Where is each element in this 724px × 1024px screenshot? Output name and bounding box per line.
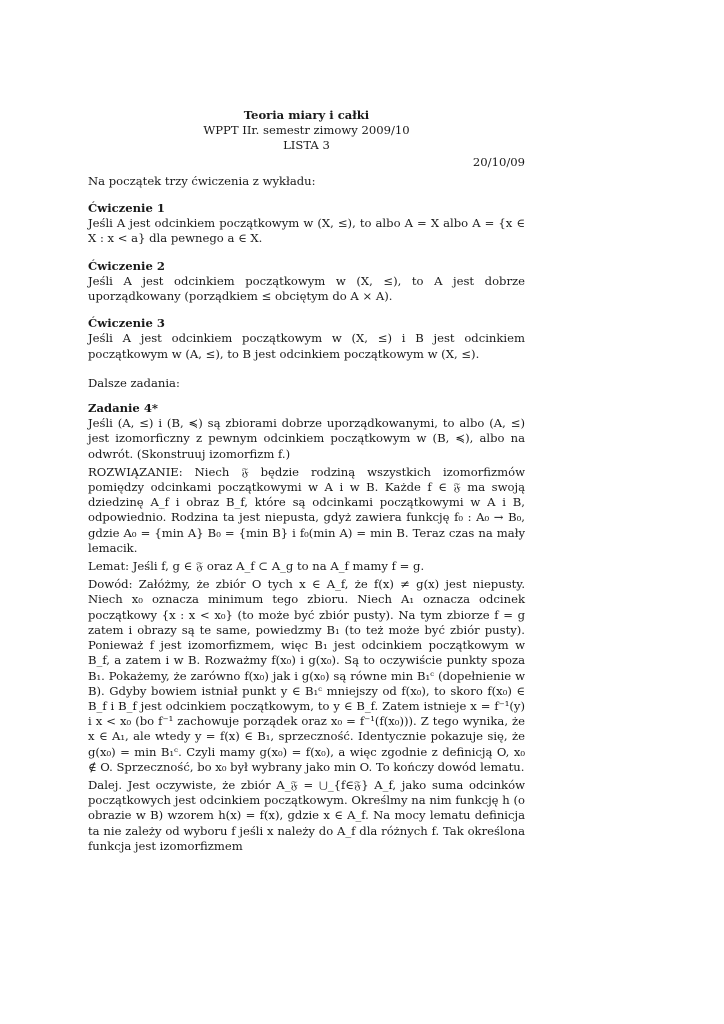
exercise-1 <box>88 201 525 247</box>
task-title: Zadanie 4* <box>88 401 158 416</box>
further-tasks-label: Dalsze zadania: <box>88 375 180 390</box>
exercise-text: Jeśli A jest odcinkiem początkowym w (X, ≤) i B jest odcinkiem początkowym w (A, ≤), to B jest odcinkiem początkowym w (X, ≤). <box>88 331 525 361</box>
exercise-title: Ćwiczenie 2 <box>88 258 165 273</box>
document-date: 20/10/09 <box>472 154 525 169</box>
document-title: Teoria miary i całki <box>243 108 370 122</box>
exercise-title: Ćwiczenie 3 <box>88 316 165 331</box>
exercise-title: Ćwiczenie 1 <box>88 201 165 216</box>
proof-paragraph: Dowód: Załóżmy, że zbiór O tych x ∈ A_f, że f(x) ≠ g(x) jest niepusty. Niech x₀ oznacza minimum tego zbioru. Niech A₁ oznacza odcinek początkowy {x : x < x₀} (to może być zbiór pusty). Na tym zbiorze f = g zatem i obrazy są te same, powiedzmy B₁ (to też może być zbiór pusty). Ponieważ f jest izomorfizmem, więc B₁ jest odcinkiem początkowym w B_f, a zatem i w B. Rozważmy f(x₀) i g(x₀). Są to oczywiście punkty spoza B₁. Pokażemy, że zarówno f(x₀) jak i g(x₀) są równe min B₁ᶜ (dopełnienie w B). Gdyby bowiem istniał punkt y ∈ B₁ᶜ mniejszy od f(x₀), to skoro f(x₀) ∈ B_f i B_f jest odcinkiem początkowym, to y ∈ B_f. Zatem istnieje x = f⁻¹(y) i x < x₀ (bo f⁻¹ zachowuje porządek oraz x₀ = f⁻¹(f(x₀))). Z tego wynika, że x ∈ A₁, ale wtedy y = f(x) ∈ B₁, sprzeczność. Identycznie pokazuje się, że g(x₀) = min B₁ᶜ. Czyli mamy g(x₀) = f(x₀), a więc zgodnie z definicją O, x₀ ∉ O. Sprzeczność, bo x₀ był wybrany jako min O. To kończy dowód lematu. <box>88 577 525 774</box>
final-paragraph: Dalej. Jest oczywiste, że zbiór A_𝔉 = ⋃_{f∈𝔉} A_f, jako suma odcinków początkowych jest odcinkiem początkowym. Określmy na nim funkcję h (o obrazie w B) wzorem h(x) = f(x), gdzie x ∈ A_f. Na mocy lematu definicja ta nie zależy od wyboru f jeśli x należy do A_f dla różnych f. Tak określona funkcja jest izomorfizmem <box>88 777 525 853</box>
exercise-3 <box>88 316 525 362</box>
list-number: LISTA 3 <box>283 138 330 153</box>
task-statement: Jeśli (A, ≤) i (B, ≼) są zbiorami dobrze uporządkowanymi, to albo (A, ≤) jest izomorficzny z pewnym odcinkiem początkowym w (B, ≼), albo na odwrót. (Skonstruuj izomorfizm f.) <box>88 416 525 461</box>
solution-paragraph: ROZWIĄZANIE: Niech 𝔉 będzie rodziną wszystkich izomorfizmów pomiędzy odcinkami początkowymi w A i w B. Każde f ∈ 𝔉 ma swoją dziedzinę A_f i obraz B_f, które są odcinkami początkowymi w A i B, odpowiednio. Rodzina ta jest niepusta, gdyż zawiera funkcję f₀ : A₀ → B₀, gdzie A₀ = {min A} B₀ = {min B} i f₀(min A) = min B. Teraz czas na mały lemacik. <box>88 464 525 555</box>
exercise-2 <box>88 259 525 305</box>
lemma-paragraph: Lemat: Jeśli f, g ∈ 𝔉 oraz A_f ⊂ A_g to na A_f mamy f = g. <box>88 559 425 574</box>
document-header <box>88 108 525 154</box>
exercise-text: Jeśli A jest odcinkiem początkowym w (X, ≤), to A jest dobrze uporządkowany (porządkiem ≤ obciętym do A × A). <box>88 273 525 304</box>
task-4 <box>88 401 525 854</box>
exercise-text: Jeśli A jest odcinkiem początkowym w (X, ≤), to albo A = X albo A = {x ∈ X : x < a} dla pewnego a ∈ X. <box>88 216 525 246</box>
course-line: WPPT IIr. semestr zimowy 2009/10 <box>203 123 410 138</box>
document-page <box>88 108 525 854</box>
intro-text: Na początek trzy ćwiczenia z wykładu: <box>88 173 316 188</box>
